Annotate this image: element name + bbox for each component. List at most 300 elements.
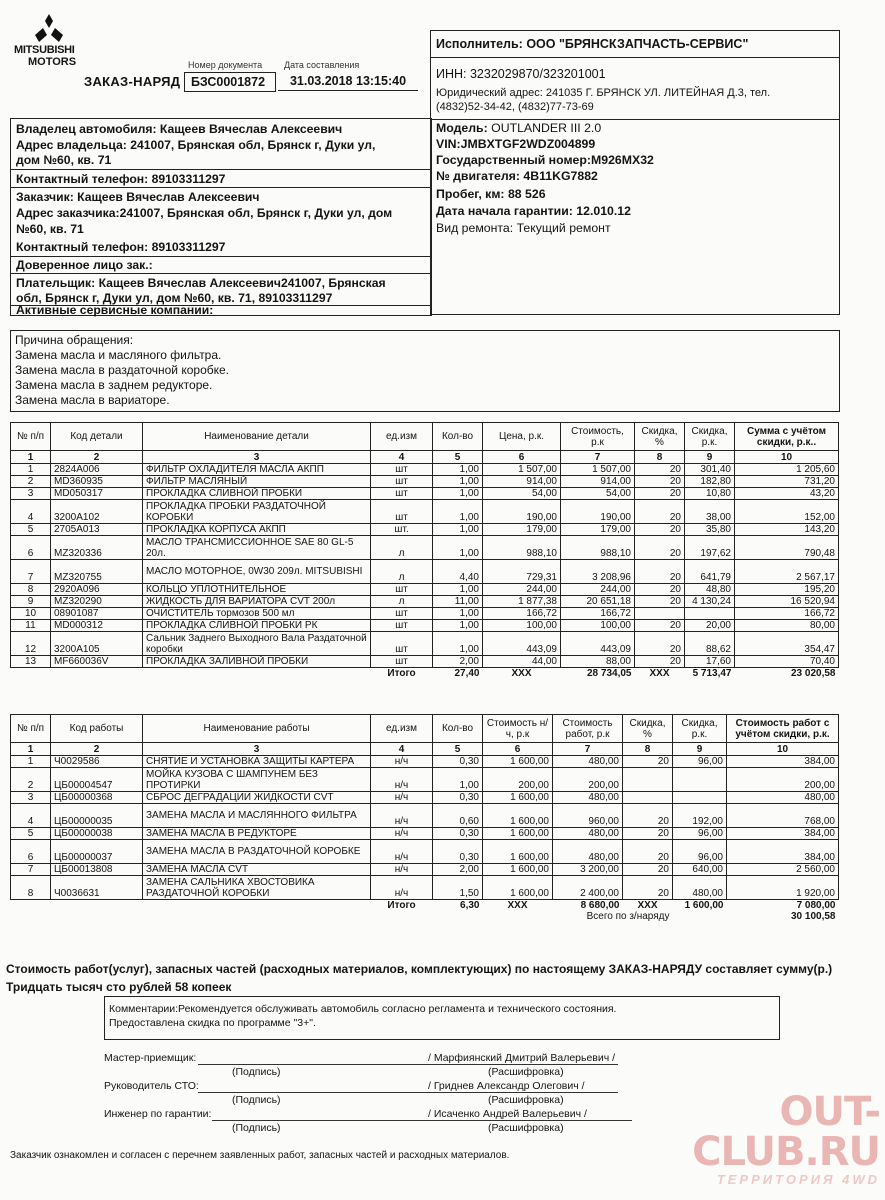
table-cell: 100,00	[483, 620, 561, 632]
comment-line-1: Комментарии:Рекомендуется обслуживать автомобиль согласно регламента и технического состояния.	[109, 1003, 617, 1015]
table-cell	[623, 768, 673, 792]
table-cell: 480,00	[727, 792, 839, 804]
column-index: 3	[143, 743, 371, 756]
column-index: 1	[11, 743, 51, 756]
table-cell: 20	[635, 596, 685, 608]
column-index: 6	[483, 451, 561, 464]
table-cell: шт	[371, 488, 433, 500]
table-cell: 11,00	[433, 596, 483, 608]
table-cell: МАСЛО ТРАНСМИССИОННОЕ SAE 80 GL-5 20л.	[143, 536, 371, 560]
table-cell: 2920A096	[51, 584, 143, 596]
table-cell: 1 205,60	[735, 464, 839, 476]
table-cell: 731,20	[735, 476, 839, 488]
table-row	[11, 632, 839, 656]
table-cell: шт	[371, 476, 433, 488]
table-row	[11, 476, 839, 488]
table-cell: 1,00	[433, 608, 483, 620]
column-index: 9	[685, 451, 735, 464]
model-value: OUTLANDER III 2.0	[491, 121, 602, 135]
table-cell: 44,00	[483, 656, 561, 668]
table-row	[11, 876, 839, 900]
table-cell: 192,00	[673, 804, 727, 828]
table-cell: 1	[11, 464, 51, 476]
table-cell: 914,00	[483, 476, 561, 488]
table-row	[11, 464, 839, 476]
table-cell: 96,00	[673, 828, 727, 840]
table-cell: 5	[11, 524, 51, 536]
table-cell: ЦБ00013808	[51, 864, 143, 876]
table-cell: MD050317	[51, 488, 143, 500]
column-header: Скидка, р.к.	[685, 423, 735, 451]
table-cell: 166,72	[483, 608, 561, 620]
owner-address-2: дом №60, кв. 71	[16, 153, 112, 167]
table-cell: 166,72	[561, 608, 635, 620]
table-cell: ЗАМЕНА МАСЛА CVT	[143, 864, 371, 876]
vin-label: VIN:	[436, 137, 461, 151]
reason-line: Замена масла и масляного фильтра.	[15, 348, 222, 362]
signature-name: / Гриднев Александр Олегович /	[428, 1080, 585, 1092]
table-cell: 195,20	[735, 584, 839, 596]
reason-line: Замена масла в вариаторе.	[15, 393, 170, 407]
decode-caption: (Расшифровка)	[488, 1122, 564, 1134]
owner-name: Владелец автомобиля: Кащеев Вячеслав Алексеевич	[16, 122, 343, 136]
table-cell: 354,47	[735, 632, 839, 656]
table-cell: 20	[623, 828, 673, 840]
signature-caption: (Подпись)	[232, 1066, 281, 1078]
table-cell: н/ч	[371, 864, 433, 876]
table-row	[11, 804, 839, 828]
table-cell: 48,80	[685, 584, 735, 596]
table-cell: 13	[11, 656, 51, 668]
plate-label: Государственный номер:	[436, 153, 591, 167]
column-header: Кол-во	[433, 715, 483, 743]
doc-number: БЗС0001872	[184, 72, 276, 92]
table-cell: 384,00	[727, 840, 839, 864]
watermark-line-2: CLUB.RU	[692, 1129, 880, 1175]
table-cell: шт.	[371, 524, 433, 536]
signature-role: Инженер по гарантии:	[104, 1108, 212, 1120]
column-header: Скидка, %	[635, 423, 685, 451]
table-cell: 38,00	[685, 500, 735, 524]
watermark	[640, 1089, 880, 1187]
warranty-label: Дата начала гарантии:	[436, 204, 573, 218]
document-title: ЗАКАЗ-НАРЯД	[84, 74, 181, 89]
empty-cell	[51, 900, 143, 912]
table-cell: 182,80	[685, 476, 735, 488]
table-row	[11, 864, 839, 876]
table-row	[11, 524, 839, 536]
table-cell: 384,00	[727, 828, 839, 840]
table-cell: 200,00	[727, 768, 839, 792]
table-cell: шт	[371, 500, 433, 524]
table-cell: ПРОКЛАДКА СЛИВНОЙ ПРОБКИ	[143, 488, 371, 500]
table-cell: 960,00	[553, 804, 623, 828]
reason-title: Причина обращения:	[15, 333, 134, 347]
table-cell: 179,00	[561, 524, 635, 536]
table-cell: 1,00	[433, 464, 483, 476]
table-cell: 12	[11, 632, 51, 656]
footer-note: Заказчик ознакомлен и согласен с перечнем заявленных работ, запасных частей и расходных материалов.	[10, 1150, 510, 1161]
table-cell: СНЯТИЕ И УСТАНОВКА ЗАЩИТЫ КАРТЕРА	[143, 756, 371, 768]
table-cell: 20	[635, 632, 685, 656]
table-cell: MD360935	[51, 476, 143, 488]
table-cell: 2,00	[433, 656, 483, 668]
table-cell: 190,00	[561, 500, 635, 524]
table-cell: 914,00	[561, 476, 635, 488]
table-cell: 4	[11, 500, 51, 524]
table-cell: ПРОКЛАДКА СЛИВНОЙ ПРОБКИ РК	[143, 620, 371, 632]
empty-cell	[673, 911, 727, 922]
table-cell: 443,09	[561, 632, 635, 656]
table-cell: л	[371, 560, 433, 584]
table-cell: 3	[11, 488, 51, 500]
owner-block	[10, 118, 432, 316]
table-cell: 244,00	[561, 584, 635, 596]
column-index: 3	[143, 451, 371, 464]
table-cell: 20	[635, 620, 685, 632]
table-cell: 3 208,96	[561, 560, 635, 584]
table-cell: 2	[11, 476, 51, 488]
column-index: 10	[735, 451, 839, 464]
table-cell: 80,00	[735, 620, 839, 632]
table-cell: 152,00	[735, 500, 839, 524]
table-row	[11, 500, 839, 524]
total-cost: 8 680,00	[580, 900, 620, 911]
column-index: 7	[561, 451, 635, 464]
table-cell: 11	[11, 620, 51, 632]
total-pct: XXX	[649, 668, 670, 679]
total-cost: 28 734,05	[587, 668, 632, 679]
signature-caption: (Подпись)	[232, 1094, 281, 1106]
table-cell: н/ч	[371, 876, 433, 900]
total-qty: 27,40	[454, 668, 480, 679]
table-row	[11, 620, 839, 632]
table-cell: КОЛЬЦО УПЛОТНИТЕЛЬНОЕ	[143, 584, 371, 596]
table-cell: ЦБ00000037	[51, 840, 143, 864]
table-cell: н/ч	[371, 792, 433, 804]
comment-line-2: Предоставлена скидка по программе "3+".	[109, 1017, 316, 1029]
table-cell: ЖИДКОСТЬ ДЛЯ ВАРИАТОРА CVT 200л	[143, 596, 371, 608]
empty-cell	[51, 911, 143, 922]
table-row	[11, 840, 839, 864]
works-table	[10, 714, 839, 922]
column-header: Стоимость работ, р.к	[553, 715, 623, 743]
table-cell: MZ320336	[51, 536, 143, 560]
table-cell: 1,00	[433, 488, 483, 500]
table-cell	[635, 608, 685, 620]
table-cell: MZ320290	[51, 596, 143, 608]
table-cell: 1 600,00	[483, 828, 553, 840]
payer-1: Плательщик: Кащеев Вячеслав Алексеевич241007, Брянская	[16, 276, 386, 290]
table-cell: н/ч	[371, 828, 433, 840]
table-cell: 301,40	[685, 464, 735, 476]
repair-label: Вид ремонта:	[436, 221, 514, 235]
table-cell: ПРОКЛАДКА КОРПУСА АКПП	[143, 524, 371, 536]
table-cell: 100,00	[561, 620, 635, 632]
table-cell: 1	[11, 756, 51, 768]
table-cell: 1,00	[433, 536, 483, 560]
table-cell: 8	[11, 584, 51, 596]
empty-cell	[433, 911, 483, 922]
decode-caption: (Расшифровка)	[488, 1066, 564, 1078]
customer-phone: Контактный телефон: 89103311297	[16, 240, 226, 254]
table-cell: 10,80	[685, 488, 735, 500]
column-header: Скидка, р.к.	[673, 715, 727, 743]
empty-cell	[11, 668, 51, 680]
table-cell: шт	[371, 608, 433, 620]
table-row	[11, 596, 839, 608]
signature-role: Руководитель СТО:	[104, 1080, 199, 1092]
table-row	[11, 488, 839, 500]
table-cell: 2705A013	[51, 524, 143, 536]
grand-total-row	[11, 911, 839, 922]
table-cell: 08901087	[51, 608, 143, 620]
watermark-line-3: ТЕРРИТОРИЯ 4WD	[716, 1172, 880, 1187]
executor-address-1: Юридический адрес: 241035 Г. БРЯНСК УЛ. ЛИТЕЙНАЯ Д.3, тел.	[436, 87, 771, 99]
grand-total-label: Всего по з/наряду	[586, 911, 670, 922]
table-cell: 166,72	[735, 608, 839, 620]
table-cell: шт	[371, 632, 433, 656]
table-row	[11, 656, 839, 668]
table-cell: 96,00	[673, 840, 727, 864]
empty-cell	[11, 911, 51, 922]
doc-number-label: Номер документа	[188, 60, 263, 70]
engine-value: 4B11KG7882	[523, 169, 598, 183]
table-cell: 54,00	[483, 488, 561, 500]
table-cell: 480,00	[553, 792, 623, 804]
table-cell: 6	[11, 536, 51, 560]
model-label: Модель:	[436, 121, 488, 135]
table-cell: л	[371, 596, 433, 608]
column-index: 8	[623, 743, 673, 756]
column-index: 2	[51, 743, 143, 756]
mileage-label: Пробег, км:	[436, 187, 505, 201]
table-cell: 20	[635, 500, 685, 524]
total-price: XXX	[507, 900, 528, 911]
engine-label: № двигателя:	[436, 169, 520, 183]
table-cell: 8	[11, 876, 51, 900]
table-cell: 4	[11, 804, 51, 828]
table-cell: Сальник Заднего Выходного Вала Раздаточной коробки	[143, 632, 371, 656]
table-cell: 1,00	[433, 584, 483, 596]
table-cell: СБРОС ДЕГРАДАЦИИ ЖИДКОСТИ CVT	[143, 792, 371, 804]
table-cell: 3200A102	[51, 500, 143, 524]
reason-block	[10, 330, 840, 412]
owner-address-1: Адрес владельца: 241007, Брянская обл, Брянск г, Дуки ул,	[16, 138, 376, 152]
table-cell: 5	[11, 828, 51, 840]
table-cell: 1,00	[433, 768, 483, 792]
table-cell: 20	[623, 876, 673, 900]
empty-cell	[51, 668, 143, 680]
watermark-line-1: OUT-	[779, 1089, 880, 1135]
total-sentence: Стоимость работ(услуг), запасных частей (расходных материалов, комплектующих) по настоящему ЗАКАЗ-НАРЯДУ составляет сумму(р.)	[6, 962, 833, 976]
column-header: Сумма с учётом скидки, р.к..	[735, 423, 839, 451]
customer-address-2: №60, кв. 71	[16, 222, 84, 236]
column-index: 6	[483, 743, 553, 756]
brand-line-2: MOTORS	[28, 56, 77, 68]
grand-total-value: 30 100,58	[791, 911, 836, 922]
table-cell: 6	[11, 840, 51, 864]
table-cell: 143,20	[735, 524, 839, 536]
table-cell: 640,00	[673, 864, 727, 876]
table-cell: 96,00	[673, 756, 727, 768]
column-header: № п/п	[11, 423, 51, 451]
table-cell: 1 600,00	[483, 756, 553, 768]
column-header: Код детали	[51, 423, 143, 451]
table-cell: 20	[635, 476, 685, 488]
table-cell	[685, 608, 735, 620]
column-index: 9	[673, 743, 727, 756]
table-cell: н/ч	[371, 840, 433, 864]
trusted-person: Доверенное лицо зак.:	[16, 258, 153, 272]
total-discount: 1 600,00	[684, 900, 724, 911]
table-cell: 0,30	[433, 840, 483, 864]
column-index: 5	[433, 743, 483, 756]
table-cell: 3 200,00	[553, 864, 623, 876]
column-header: Наименование детали	[143, 423, 371, 451]
table-cell: 1,00	[433, 476, 483, 488]
empty-cell	[143, 668, 371, 680]
empty-cell	[143, 900, 371, 912]
table-cell: 54,00	[561, 488, 635, 500]
empty-cell	[371, 911, 433, 922]
table-cell: 88,00	[561, 656, 635, 668]
mitsubishi-logo	[14, 14, 84, 70]
table-cell: ЗАМЕНА МАСЛА В РЕДУКТОРЕ	[143, 828, 371, 840]
table-cell: 1 877,38	[483, 596, 561, 608]
executor-name: Исполнитель: ООО "БРЯНСКЗАПЧАСТЬ-СЕРВИС"	[436, 37, 749, 51]
table-cell: MD000312	[51, 620, 143, 632]
table-cell: 20	[635, 524, 685, 536]
table-cell: ФИЛЬТР ОХЛАДИТЕЛЯ МАСЛА АКПП	[143, 464, 371, 476]
table-cell: 88,62	[685, 632, 735, 656]
table-cell: шт	[371, 464, 433, 476]
table-cell: ПРОКЛАДКА ПРОБКИ РАЗДАТОЧНОЙ КОРОБКИ	[143, 500, 371, 524]
table-cell: 1,50	[433, 876, 483, 900]
column-header: № п/п	[11, 715, 51, 743]
total-sum: 23 020,58	[791, 668, 836, 679]
table-cell: 20	[635, 560, 685, 584]
column-header: Кол-во	[433, 423, 483, 451]
table-cell: 1,00	[433, 620, 483, 632]
column-header: Цена, р.к.	[483, 423, 561, 451]
table-row	[11, 608, 839, 620]
plate-value: M926MX32	[590, 153, 654, 167]
table-cell: 1 920,00	[727, 876, 839, 900]
column-index: 1	[11, 451, 51, 464]
table-cell: 20	[623, 864, 673, 876]
table-cell: 43,20	[735, 488, 839, 500]
column-header: ед.изм	[371, 423, 433, 451]
table-cell: 1 600,00	[483, 864, 553, 876]
repair-value: Текущий ремонт	[516, 221, 611, 235]
vehicle-block	[430, 118, 840, 315]
table-cell: шт	[371, 584, 433, 596]
table-cell: 0,30	[433, 828, 483, 840]
totals-row	[11, 900, 839, 912]
table-cell: 20,00	[685, 620, 735, 632]
table-cell: 768,00	[727, 804, 839, 828]
table-cell: MF660036V	[51, 656, 143, 668]
table-cell: ПРОКЛАДКА ЗАЛИВНОЙ ПРОБКИ	[143, 656, 371, 668]
table-cell: 2 567,17	[735, 560, 839, 584]
table-cell: 988,10	[561, 536, 635, 560]
table-cell: 9	[11, 596, 51, 608]
table-cell: 1,00	[433, 500, 483, 524]
customer-address-1: Адрес заказчика:241007, Брянская обл, Брянск г, Дуки ул, дом	[16, 206, 393, 220]
column-index: 4	[371, 451, 433, 464]
table-cell: ОЧИСТИТЕЛЬ тормозов 500 мл	[143, 608, 371, 620]
table-cell: н/ч	[371, 768, 433, 792]
table-cell	[673, 792, 727, 804]
table-cell: 20	[623, 756, 673, 768]
table-cell: 480,00	[553, 828, 623, 840]
total-price: XXX	[511, 668, 532, 679]
column-header: Стоимость н/ч, р.к	[483, 715, 553, 743]
column-index: 7	[553, 743, 623, 756]
table-cell: н/ч	[371, 804, 433, 828]
owner-phone: Контактный телефон: 89103311297	[16, 172, 226, 186]
table-cell: 10	[11, 608, 51, 620]
table-cell: 7	[11, 560, 51, 584]
customer-name: Заказчик: Кащеев Вячеслав Алексеевич	[16, 190, 260, 204]
brand-line-1: MITSUBISHI	[14, 44, 75, 56]
vin-value: JMBXTGF2WDZ004899	[460, 137, 596, 151]
table-cell: 480,00	[553, 756, 623, 768]
table-cell: ЦБ00000035	[51, 804, 143, 828]
table-cell: 1 600,00	[483, 804, 553, 828]
doc-date: 31.03.2018 13:15:40	[278, 72, 418, 91]
table-cell: 2824A006	[51, 464, 143, 476]
column-header: Наименование работы	[143, 715, 371, 743]
column-index: 8	[635, 451, 685, 464]
table-row	[11, 536, 839, 560]
table-cell: ЗАМЕНА САЛЬНИКА ХВОСТОВИКА РАЗДАТОЧНОЙ КОРОБКИ	[143, 876, 371, 900]
mileage-value: 88 526	[507, 187, 546, 201]
empty-cell	[143, 911, 371, 922]
table-cell: 480,00	[673, 876, 727, 900]
decode-caption: (Расшифровка)	[488, 1094, 564, 1106]
table-cell: 244,00	[483, 584, 561, 596]
table-cell: 4,40	[433, 560, 483, 584]
table-cell: Ч0029586	[51, 756, 143, 768]
table-cell: 4 130,24	[685, 596, 735, 608]
table-cell: 0,60	[433, 804, 483, 828]
table-cell: 20	[635, 536, 685, 560]
table-cell: 20	[635, 488, 685, 500]
table-row	[11, 828, 839, 840]
table-cell: 480,00	[553, 840, 623, 864]
table-cell: MZ320755	[51, 560, 143, 584]
table-cell: 1,00	[433, 524, 483, 536]
table-cell: ЗАМЕНА МАСЛА И МАСЛЯННОГО ФИЛЬТРА	[143, 804, 371, 828]
table-cell: ЦБ00004547	[51, 768, 143, 792]
total-label: Итого	[387, 668, 416, 679]
service-companies: Активные сервисные компании:	[16, 303, 214, 317]
column-header: Код работы	[51, 715, 143, 743]
totals-row	[11, 668, 839, 680]
table-row	[11, 560, 839, 584]
table-cell: 16 520,94	[735, 596, 839, 608]
table-row	[11, 768, 839, 792]
column-index: 10	[727, 743, 839, 756]
table-cell: 1 507,00	[483, 464, 561, 476]
table-cell: 197,62	[685, 536, 735, 560]
total-pct: XXX	[637, 900, 658, 911]
table-cell: 70,40	[735, 656, 839, 668]
table-cell: н/ч	[371, 756, 433, 768]
table-cell: ФИЛЬТР МАСЛЯНЫЙ	[143, 476, 371, 488]
